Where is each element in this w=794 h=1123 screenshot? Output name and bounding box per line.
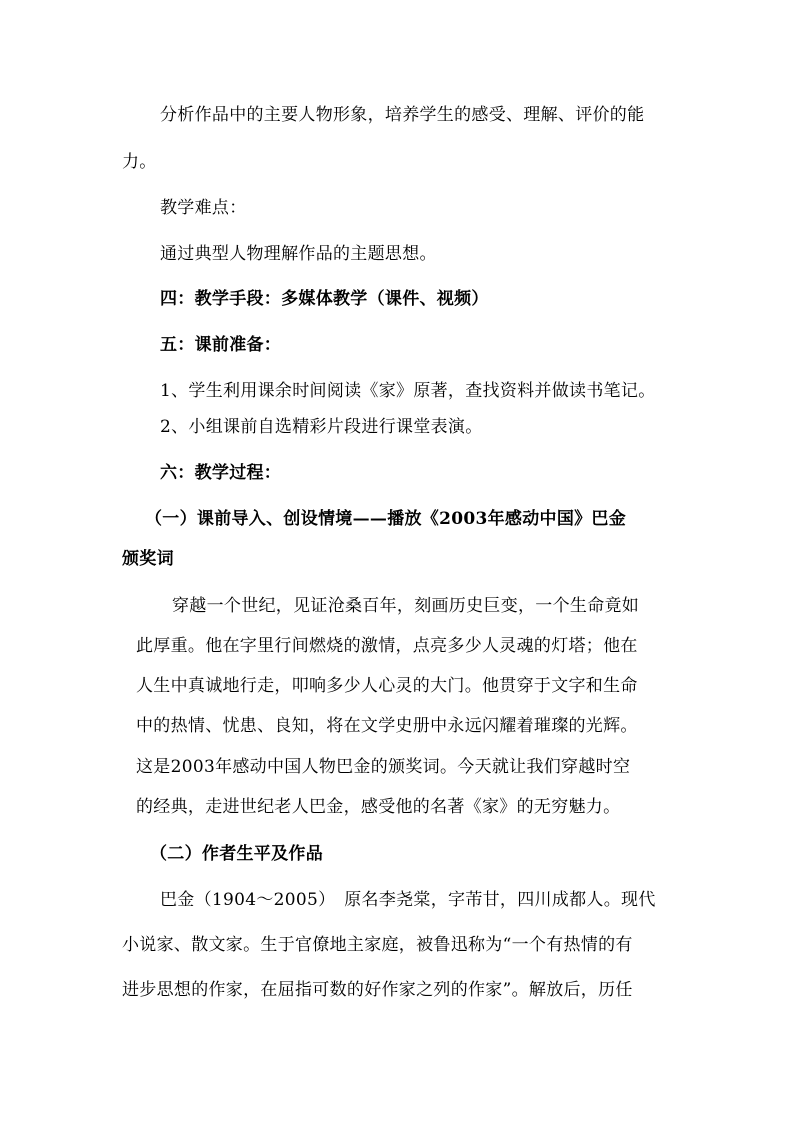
paragraph-objective-line-1: 分析作品中的主要人物形象，培养学生的感受、理解、评价的能 <box>160 105 645 125</box>
author-bio-line-1: 巴金（1904～2005） 原名李尧棠，字芾甘，四川成都人。现代 <box>160 890 656 910</box>
section-heading-intro-line-1: （一）课前导入、创设情境——播放《2003年感动中国》巴金 <box>145 509 627 529</box>
author-bio-line-2: 小说家、散文家。生于官僚地主家庭，被鲁迅称为“一个有热情的有 <box>122 935 633 955</box>
heading-teaching-means: 四：教学手段：多媒体教学（课件、视频） <box>160 289 489 309</box>
list-item-1: 1、学生利用课余时间阅读《家》原著，查找资料并做读书笔记。 <box>160 381 656 401</box>
section-heading-intro-line-2: 颁奖词 <box>122 549 174 569</box>
award-speech-line-5: 这是2003年感动中国人物巴金的颁奖词。今天就让我们穿越时空 <box>136 757 631 777</box>
paragraph-objective-line-2: 力。 <box>122 152 157 172</box>
award-speech-line-4: 中的热情、忧患、良知，将在文学史册中永远闪耀着璀璨的光辉。 <box>136 716 638 736</box>
award-speech-line-1: 穿越一个世纪，见证沧桑百年，刻画历史巨变，一个生命竟如 <box>172 596 640 616</box>
heading-preparation: 五：课前准备： <box>160 335 282 355</box>
award-speech-line-2: 此厚重。他在字里行间燃烧的激情，点亮多少人灵魂的灯塔；他在 <box>136 636 638 656</box>
heading-teaching-difficulty: 教学难点： <box>160 198 247 218</box>
section-heading-author: （二）作者生平及作品 <box>150 844 323 864</box>
author-bio-line-3: 进步思想的作家，在屈指可数的好作家之列的作家”。解放后，历任 <box>122 980 633 1000</box>
heading-teaching-process: 六：教学过程： <box>160 463 282 483</box>
list-item-2: 2、小组课前自选精彩片段进行课堂表演。 <box>160 417 483 437</box>
award-speech-line-6: 的经典，走进世纪老人巴金，感受他的名著《家》的无穷魅力。 <box>136 797 621 817</box>
award-speech-line-3: 人生中真诚地行走，叩响多少人心灵的大门。他贯穿于文字和生命 <box>136 676 638 696</box>
paragraph-difficulty: 通过典型人物理解作品的主题思想。 <box>160 244 437 264</box>
